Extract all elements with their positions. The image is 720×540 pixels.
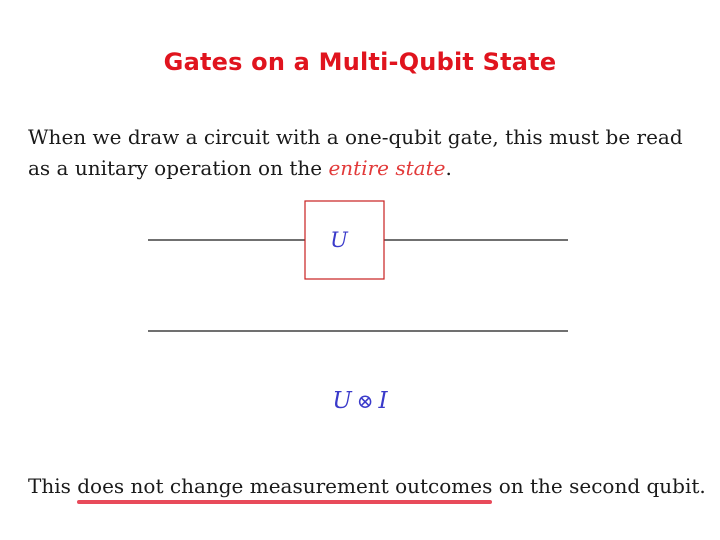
gate-label: U <box>330 228 348 252</box>
tensor-product-expression <box>0 388 720 414</box>
tensor-left-operator: U <box>332 388 352 414</box>
conclusion-start: This <box>28 474 71 498</box>
conclusion-sentence <box>28 474 708 498</box>
circuit-diagram <box>140 190 580 350</box>
otimes-symbol: ⊗ <box>356 389 374 413</box>
emphasis-entire-state: entire state <box>328 156 446 180</box>
intro-paragraph <box>28 122 698 184</box>
tensor-right-operator: I <box>378 388 388 414</box>
intro-period: . <box>445 156 452 180</box>
slide-title: Gates on a Multi-Qubit State <box>163 48 557 76</box>
conclusion-end: on the second qubit. <box>498 474 706 498</box>
intro-text: When we draw a circuit with a one-qubit gate, this must be read as a unitary operation on the <box>28 125 683 180</box>
highlighted-phrase: does not change measurement outcomes <box>77 474 493 498</box>
